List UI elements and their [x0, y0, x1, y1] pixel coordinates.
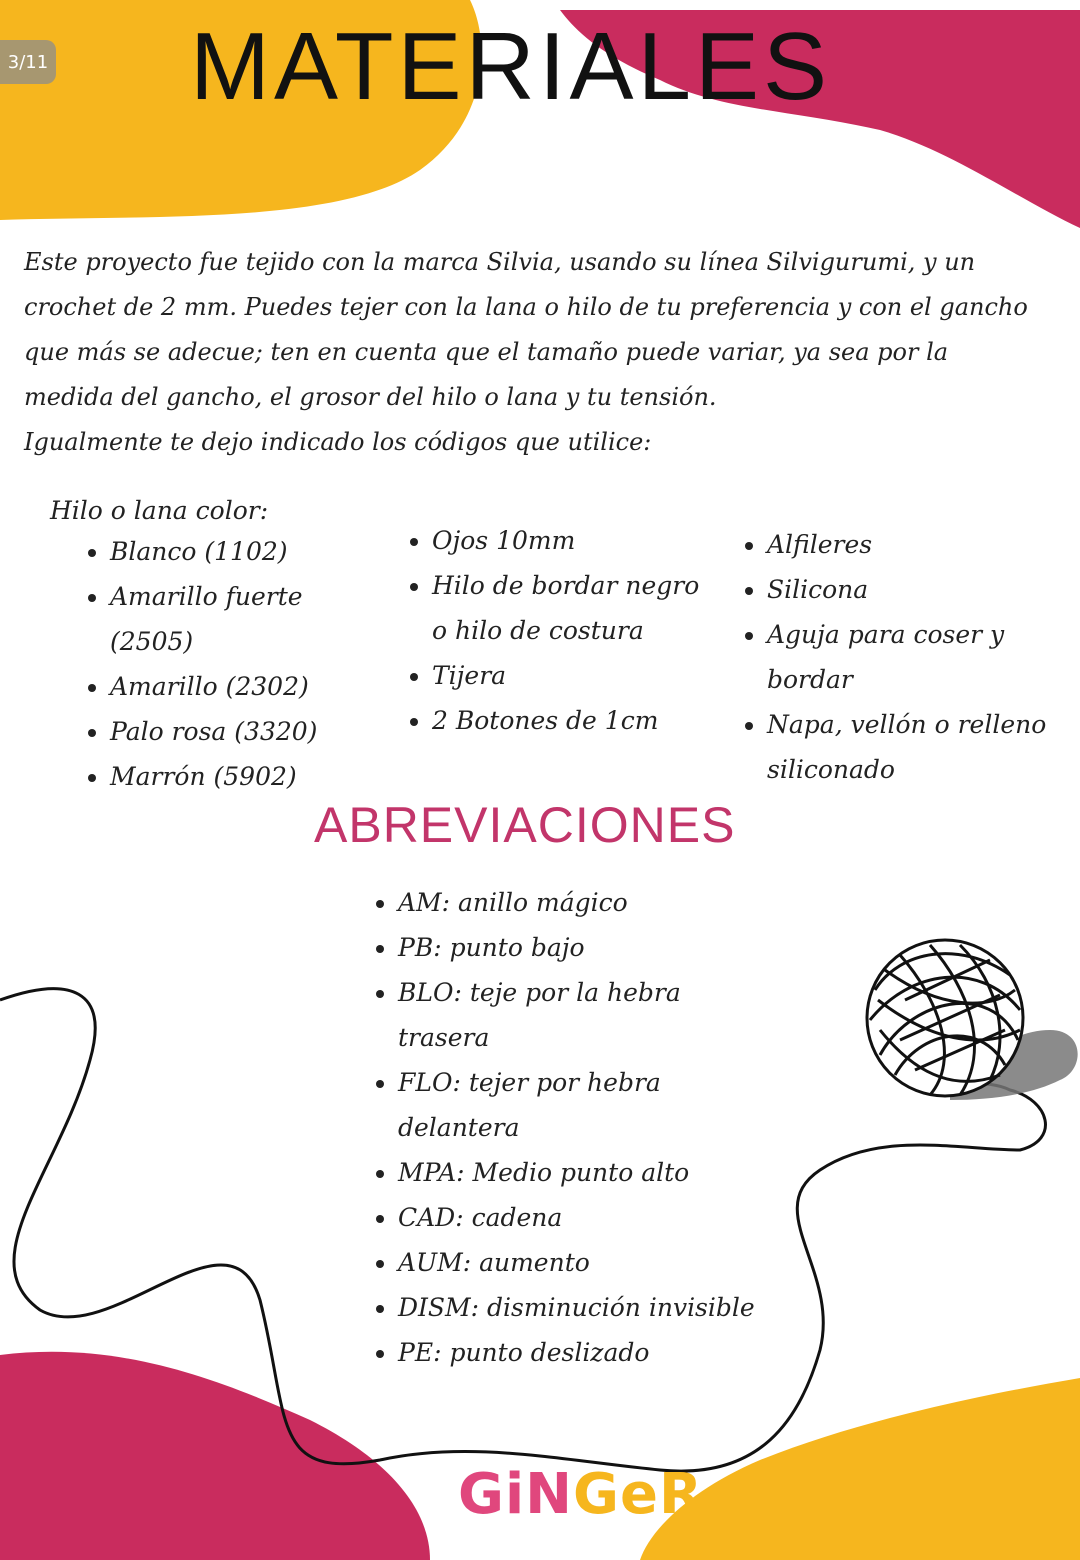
list-item: • AUM: aumento: [398, 1240, 780, 1285]
list-item: • Silicona: [767, 567, 1055, 612]
abbreviations-title: ABREVIACIONES: [314, 797, 736, 853]
list-item: • Palo rosa (3320): [110, 709, 390, 754]
list-item: • CAD: cadena: [398, 1195, 780, 1240]
list-item: • Aguja para coser y bordar: [767, 612, 1055, 702]
list-item: • Tijera: [432, 653, 700, 698]
magenta-blob-bottom-left: [0, 1352, 430, 1560]
list-item: • DISM: disminución invisible: [398, 1285, 780, 1330]
list-item: • Marrón (5902): [110, 754, 390, 799]
ginger-logo: [458, 1462, 704, 1532]
page-counter-badge: 3/11: [0, 40, 56, 84]
materials-column-2: [380, 518, 700, 743]
list-item: • Alfileres: [767, 522, 1055, 567]
list-item: • Amarillo fuerte (2505): [110, 574, 390, 664]
list-item: • BLO: teje por la hebra trasera: [398, 970, 780, 1060]
yarn-colors-column: [50, 496, 390, 799]
intro-text: [24, 240, 1044, 465]
yarn-ball-icon: [867, 940, 1023, 1096]
logo-part-1: GiN: [458, 1462, 574, 1527]
yarn-heading: Hilo o lana color:: [50, 496, 269, 525]
intro-paragraph: Igualmente te dejo indicado los códigos que utilice:: [24, 428, 652, 456]
list-item: • Ojos 10mm: [432, 518, 700, 563]
logo-part-2: GeR: [573, 1462, 704, 1527]
materials-list: [380, 518, 700, 743]
list-item: • AM: anillo mágico: [398, 880, 780, 925]
intro-paragraph: Este proyecto fue tejido con la marca Silvia, usando su línea Silvigurumi, y un crochet de 2 mm. Puedes tejer con la lana o hilo de tu preferencia y con el gancho que más se adecue; ten en cuenta que el tamaño puede variar, ya sea por la medida del gancho, el grosor del hilo o lana y tu tensión.: [24, 248, 1028, 411]
list-item: • PE: punto deslizado: [398, 1330, 780, 1375]
materials-list: [715, 522, 1055, 792]
list-item: • MPA: Medio punto alto: [398, 1150, 780, 1195]
abbreviations-list-container: [340, 880, 780, 1375]
list-item: • FLO: tejer por hebra delantera: [398, 1060, 780, 1150]
list-item: • Hilo de bordar negro o hilo de costura: [432, 563, 700, 653]
list-item: • Blanco (1102): [110, 529, 390, 574]
list-item: • Napa, vellón o relleno siliconado: [767, 702, 1055, 792]
list-item: • Amarillo (2302): [110, 664, 390, 709]
materials-column-3: [715, 522, 1055, 792]
list-item: • 2 Botones de 1cm: [432, 698, 700, 743]
page-title: MATERIALES: [190, 13, 832, 120]
yarn-color-list: [50, 529, 390, 799]
abbreviations-list: [340, 880, 780, 1375]
list-item: • PB: punto bajo: [398, 925, 780, 970]
